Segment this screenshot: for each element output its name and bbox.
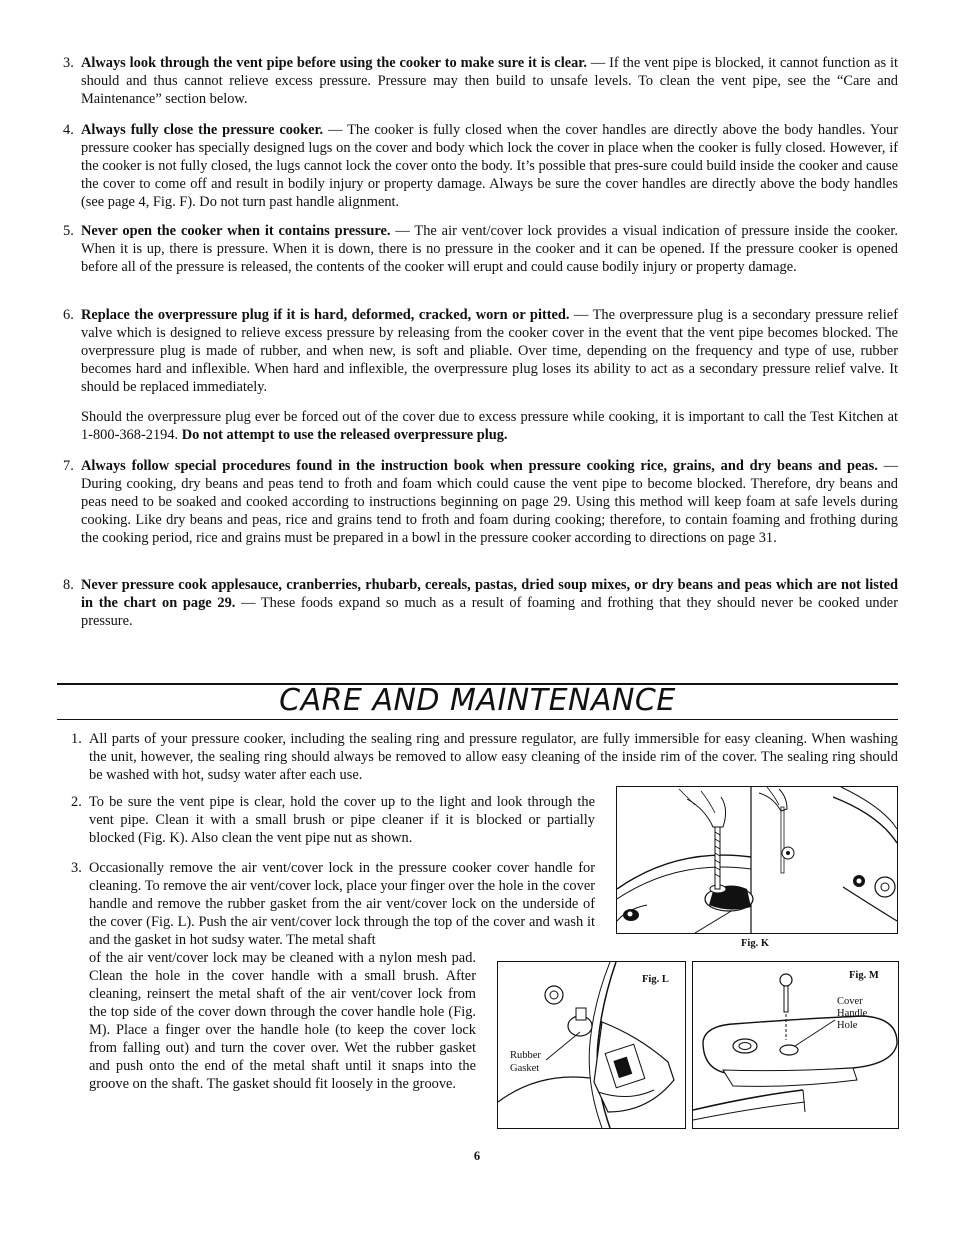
item-3-number: 3. [63,55,74,71]
item-6-extra-text: Should the overpressure plug ever be forced out of the cover due to excess pressure while cooking, it is important to call the Test Kitchen at 1-800-368-2194. [81,409,898,443]
figure-m-label-cover: Cover [837,996,863,1007]
item-6-text: — The overpressure plug is a secondary pressure relief valve which is designed to relieve excess pressure by releasing from the cooker cover in the event that the vent pipe becomes blocked. The overpressure plug is made of rubber, and when new, is soft and pliable. Over time, depending on the frequency and type of use, rubber becomes hard and inflexible. When hard and inflexible, the overpressure plug loses its ability to act as a secondary pressure relief valve. It should be replaced immediately. [81,307,898,395]
item-3-text: — If the vent pipe is blocked, it cannot function as it should and thus cannot relieve excess pressure. Pressure may then build to unsafe levels. To clean the vent pipe, see the “Care and Maintenance” section below. [81,55,898,107]
item-7-heading: Always follow special procedures found in the instruction book when pressure cooking rice, grains, and dry beans and peas. [81,458,878,474]
figure-m-label-handle: Handle [837,1008,868,1019]
care-item-3-text-a: Occasionally remove the air vent/cover lock in the pressure cooker cover handle for cleaning. To remove the air vent/cover lock, place your finger over the hole in the cover handle and remove the rubber gasket from the air vent/cover lock on the underside of the cover (Fig. L). Push the air vent/cover lock through the top of the cover and wash it and the gasket in hot sudsy water. The metal shaft [89,860,595,948]
figure-l-caption: Fig. L [642,974,669,985]
figure-k-illustration [617,787,897,933]
figure-m-caption: Fig. M [849,970,879,981]
item-4-number: 4. [63,122,74,138]
figure-m-label-hole: Hole [837,1020,858,1031]
item-3-heading: Always look through the vent pipe before using the cooker to make sure it is clear. [81,55,587,71]
item-8-paragraph [81,576,898,630]
section-title: CARE AND MAINTENANCE [279,683,676,718]
item-8-text: — These foods expand so much as a result of foaming and frothing that they should never be cooked under pressure. [81,595,898,629]
item-5-paragraph [81,222,898,276]
care-item-1-text: All parts of your pressure cooker, including the sealing ring and pressure regulator, are fully immersible for easy cleaning. When washing the unit, however, the sealing ring should always be removed to allow easy cleaning of the inside rim of the cover. The sealing ring should be washed with hot, sudsy water after each use. [89,731,898,783]
item-4-heading: Always fully close the pressure cooker. [81,122,324,138]
care-item-2-text: To be sure the vent pipe is clear, hold the cover up to the light and look through the vent pipe. Clean it with a small brush or pipe cleaner if it is blocked or partially blocked (Fig. K). Also clean the vent pipe nut as shown. [89,794,595,846]
figure-l [497,961,686,1129]
care-item-3-text-b: of the air vent/cover lock may be cleaned with a nylon mesh pad. Clean the hole in the cover handle with a small brush. After cleaning, reinsert the metal shaft of the air vent/cover lock from the top side of the cover down through the cover handle hole (Fig. M). Place a finger over the handle hole (to keep the cover lock from falling out) and turn the cover over. Wet the rubber gasket and push onto the end of the metal shaft until it snaps into the groove on the shaft. The gasket should fit loosely in the groove. [89,950,476,1092]
item-4-paragraph [81,121,898,211]
figure-m [692,961,899,1129]
item-7-paragraph [81,457,898,547]
figure-l-illustration [498,962,685,1128]
item-7-text: — During cooking, dry beans and peas tend to froth and foam which could cause the vent pipe to become blocked. Therefore, dry beans and peas need to be soaked and cooked according to instructions beginning on page 29. Using this method will keep foam at safe levels during cooking. Like dry beans and peas, rice and grains tend to froth and foam during cooking; therefore, to contain foaming and frothing during the cooking period, rice and grains must be prepared in a bowl in the pressure cooker according to directions on page 31. [81,458,898,546]
item-7-number: 7. [63,458,74,474]
item-4-text: — The cooker is fully closed when the cover handles are directly above the body handles. Your pressure cooker has specially designed lugs on the cover and body which lock the cover in place when the cooker is fully closed. However, if the cooker is not fully closed, the lugs cannot lock the cover onto the body. It’s possible that pres-sure could build inside the cooker and cause the cover to come off and result in bodily injury or property damage. Always be sure the cover handles are directly above the body handles (see page 4, Fig. F). Do not turn past handle alignment. [81,122,899,210]
figure-m-illustration [693,962,898,1128]
care-item-3-number: 3. [71,860,82,876]
figure-l-rubber-gasket-label: Rubber Gasket [510,1050,541,1074]
care-item-2-number: 2. [71,794,82,810]
item-3-paragraph [81,54,898,108]
section-bottom-rule [57,719,898,720]
item-6-heading: Replace the overpressure plug if it is hard, deformed, cracked, worn or pitted. [81,307,570,323]
page-number: 6 [473,1149,481,1163]
item-6-number: 6. [63,307,74,323]
figure-k [616,786,898,934]
item-6-extra-warning: Do not attempt to use the released overpressure plug. [181,427,508,443]
care-item-1-number: 1. [71,731,82,747]
figure-k-caption: Fig. K [741,938,769,949]
item-8-number: 8. [63,577,74,593]
item-6-paragraph [81,306,898,396]
item-8-heading: Never pressure cook applesauce, cranberries, rhubarb, cereals, pastas, dried soup mixes, or dry beans and peas which are not listed in the chart on page 29. [81,577,898,611]
item-6-extra-paragraph [81,408,898,444]
item-5-text: — The air vent/cover lock provides a visual indication of pressure inside the cooker. When it is up, there is pressure. When it is down, there is no pressure in the cooker and it can be opened. If the pressure cooker is opened before all of the pressure is released, the contents of the cooker will erupt and could cause bodily injury or property damage. [81,223,899,275]
item-5-heading: Never open the cooker when it contains pressure. [81,223,391,239]
item-5-number: 5. [63,223,74,239]
